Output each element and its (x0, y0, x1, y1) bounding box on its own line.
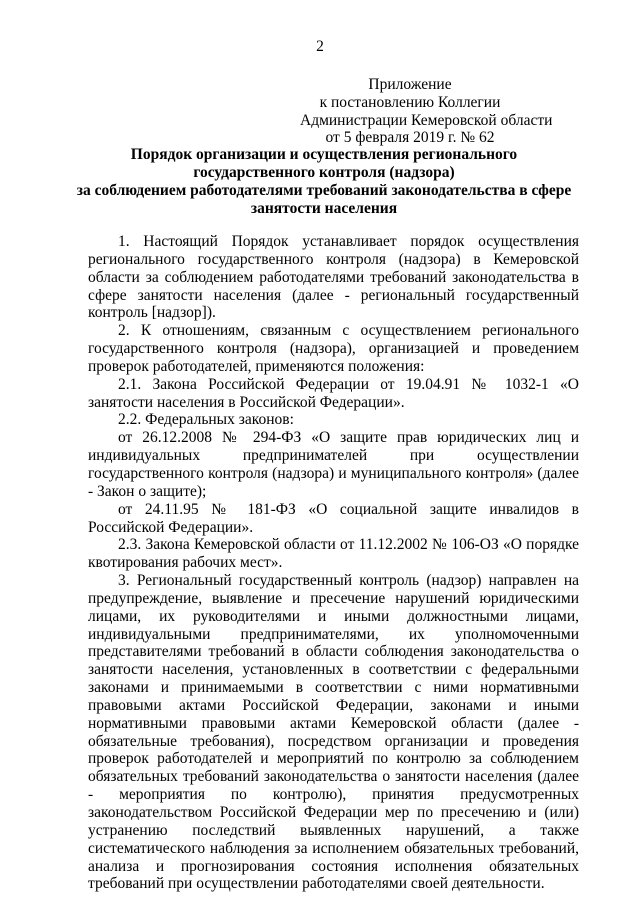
appendix-line: Администрации Кемеровской области (300, 111, 553, 129)
title-line: государственного контроля (надзора) (193, 163, 455, 181)
paragraph-3: 3. Региональный государственный контроль (надзор) направлен на предупреждение, выявление и пресечение нарушений юридическими лицами, их руководителями и иными должностными лицами, индивидуальными предпринимателями, их уполномоченными представителями требований в области соблюдения законодательства о занятости населения, установленных в соответствии с федеральными законами и принимаемыми в соответствии с ними нормативными правовыми актами Российской Федерации, законами и иными нормативными правовыми актами Кемеровской области (далее - обязательные требования), посредством организации и проведения проверок работодателей и мероприятий по контролю за соблюдением обязательных требований законодательства о занятости населения (далее - мероприятия по контролю), принятия предусмотренных законодательством Российской Федерации мер по пресечению и (или) устранению последствий выявленных нарушений, а также систематического наблюдения за исполнением обязательных требований, анализа и прогнозирования состояния исполнения обязательных требований при осуществлении работодателями своей деятельности. (88, 572, 579, 893)
document-title (60, 146, 588, 218)
document-body (88, 233, 579, 893)
title-line: занятости населения (250, 199, 398, 217)
title-line: за соблюдением работодателями требований законодательства в сфере (76, 181, 572, 199)
appendix-line: от 5 февраля 2019 г. № 62 (325, 129, 495, 147)
paragraph-2-2-b: от 24.11.95 № 181-ФЗ «О социальной защите инвалидов в Российской Федерации». (88, 500, 579, 536)
paragraph-2-1: 2.1. Закона Российской Федерации от 19.04.91 № 1032-1 «О занятости населения в Российской Федерации». (88, 375, 579, 411)
appendix-line: Приложение (368, 76, 452, 93)
appendix-line: к постановлению Коллегии (319, 93, 501, 111)
paragraph-2-2: 2.2. Федеральных законов: (118, 411, 294, 429)
paragraph-1: 1. Настоящий Порядок устанавливает порядок осуществления регионального государственного контроля (надзора) в Кемеровской области за соблюдением работодателями требований законодательства в сфере занятости населения (далее - региональный государственный контроль [надзор]). (88, 233, 579, 322)
appendix-block (300, 76, 553, 147)
paragraph-2-2-a: от 26.12.2008 № 294-ФЗ «О защите прав юридических лиц и индивидуальных предпринимателей при осуществлении государственного контроля (надзора) и муниципального контроля» (далее - Закон о защите); (88, 429, 579, 500)
paragraph-2: 2. К отношениям, связанным с осуществлением регионального государственного контроля (надзора), организацией и проведением проверок работодателей, применяются положения: (88, 322, 579, 375)
page-number: 2 (316, 38, 324, 55)
paragraph-2-3: 2.3. Закона Кемеровской области от 11.12.2002 № 106-ОЗ «О порядке квотирования рабочих мест». (88, 536, 579, 572)
title-line: Порядок организации и осуществления регионального (130, 146, 518, 163)
